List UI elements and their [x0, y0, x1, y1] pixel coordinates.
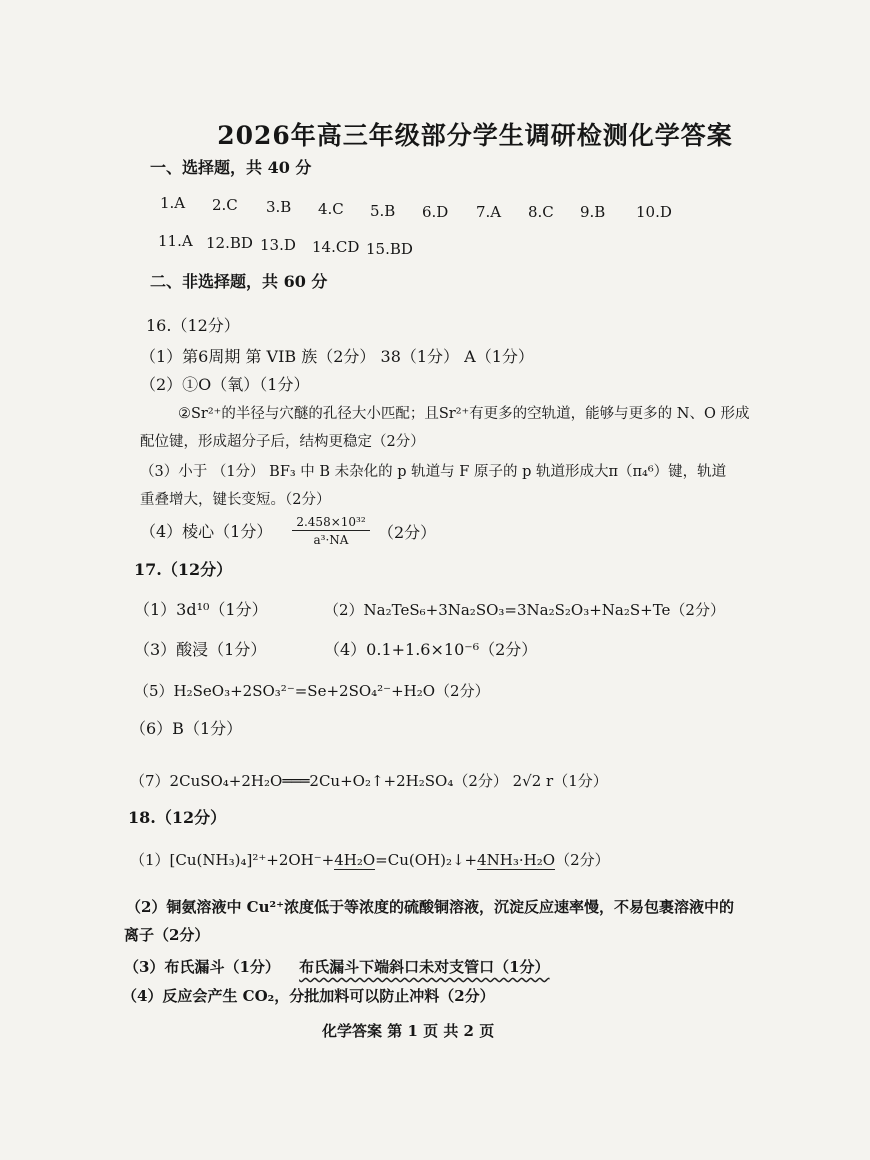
q18-underlined-water: 4H₂O: [334, 851, 376, 869]
q17-answer-5: （5）H₂SeO₃+2SO₃²⁻=Se+2SO₄²⁻+H₂O（2分）: [134, 682, 490, 700]
fraction-denominator: a³·NA: [313, 533, 349, 547]
page-title: 2026年高三年级部分学生调研检测化学答案: [217, 121, 733, 150]
q18-header: 18.（12分）: [128, 808, 227, 827]
q18-answer-1-middle: =Cu(OH)₂↓+: [375, 851, 478, 869]
fraction-numerator: 2.458×10³²: [292, 515, 370, 531]
q18-answer-3-label: （3）布氏漏斗（1分）: [124, 958, 280, 976]
q18-answer-3: [124, 957, 550, 977]
page-footer: 化学答案 第 1 页 共 2 页: [322, 1022, 495, 1040]
q17-answer-4: （4）0.1+1.6×10⁻⁶（2分）: [324, 640, 538, 659]
section-2-heading: 二、非选择题，共 60 分: [150, 272, 328, 291]
mc-answer: 9.B: [580, 203, 606, 221]
mc-answer: 2.C: [212, 196, 238, 214]
q16-answer-1: （1）第6周期 第 VIB 族（2分） 38（1分） A（1分）: [140, 347, 534, 366]
q17-answer-2: （2）Na₂TeS₆+3Na₂SO₃=3Na₂S₂O₃+Na₂S+Te（2分）: [324, 601, 725, 619]
mc-answer: 1.A: [160, 194, 186, 212]
q17-answer-6: （6）B（1分）: [130, 719, 243, 738]
q18-answer-1: [130, 850, 610, 870]
q16-answer-4-label: （4）棱心（1分）: [140, 522, 273, 541]
mc-answer: 12.BD: [206, 234, 253, 252]
mc-answer: 11.A: [158, 232, 193, 250]
density-fraction: [292, 515, 370, 547]
mc-answer: 7.A: [476, 203, 502, 221]
mc-answer: 10.D: [636, 203, 672, 221]
q18-answer-2-line-1: （2）铜氨溶液中 Cu²⁺浓度低于等浓度的硫酸铜溶液，沉淀反应速率慢，不易包裹溶液中的: [126, 898, 734, 916]
mc-answer: 15.BD: [366, 240, 413, 258]
q17-answer-7: （7）2CuSO₄+2H₂O═══2Cu+O₂↑+2H₂SO₄（2分） 2√2 r（1分）: [130, 772, 608, 790]
q17-answer-3: （3）酸浸（1分）: [134, 640, 267, 659]
q18-answer-1-points: （2分）: [555, 851, 610, 869]
q18-answer-4: （4）反应会产生 CO₂，分批加料可以防止冲料（2分）: [122, 987, 495, 1005]
mc-answer: 3.B: [266, 198, 292, 216]
q16-header: 16.（12分）: [146, 316, 240, 335]
mc-answer: 5.B: [370, 202, 396, 220]
mc-answer: 14.CD: [312, 238, 360, 256]
q16-answer-4-points: （2分）: [378, 523, 437, 542]
q16-answer-2b-line-1: ②Sr²⁺的半径与穴醚的孔径大小匹配；且Sr²⁺有更多的空轨道，能够与更多的 N、O 形成: [178, 406, 750, 422]
q18-answer-2-line-2: 离子（2分）: [124, 926, 210, 944]
section-1-heading: 一、选择题，共 40 分: [150, 158, 312, 177]
q16-answer-2b-line-2: 配位键，形成超分子后，结构更稳定（2分）: [140, 434, 425, 450]
q16-answer-2: （2）①O（氧）（1分）: [140, 375, 310, 394]
q17-header: 17.（12分）: [134, 560, 233, 579]
q18-answer-1-reactants: （1）[Cu(NH₃)₄]²⁺+2OH⁻+: [130, 851, 335, 869]
q17-answer-1: （1）3d¹⁰（1分）: [134, 600, 268, 619]
q18-answer-3-wavy: 布氏漏斗下端斜口未对支管口（1分）: [299, 958, 550, 976]
q18-underlined-ammonia: 4NH₃·H₂O: [477, 851, 556, 869]
q16-answer-3-line-2: 重叠增大，键长变短。（2分）: [140, 492, 331, 508]
mc-answer: 8.C: [528, 203, 554, 221]
mc-answer: 13.D: [260, 236, 296, 254]
q16-answer-3-line-1: （3）小于 （1分） BF₃ 中 B 未杂化的 p 轨道与 F 原子的 p 轨道形成大π（π₄⁶）键，轨道: [140, 464, 727, 480]
mc-answer: 4.C: [318, 200, 344, 218]
mc-answer: 6.D: [422, 203, 449, 221]
